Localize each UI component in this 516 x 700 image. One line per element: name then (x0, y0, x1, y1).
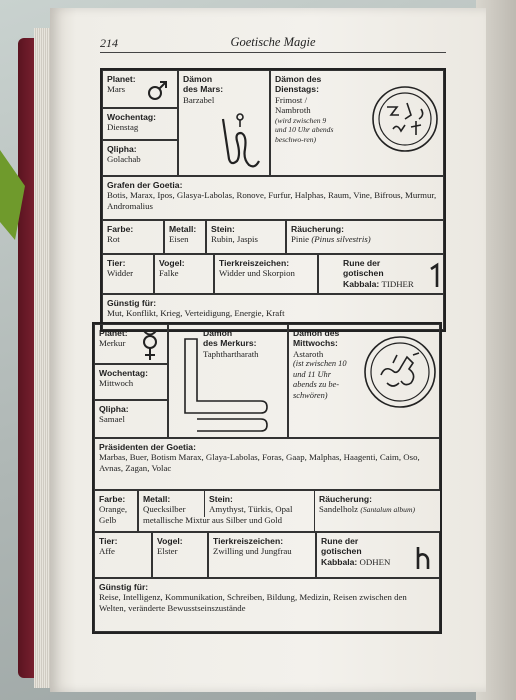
praesidenten-label: Präsidenten der Goetia: (99, 442, 196, 452)
frimost-seal-icon (371, 85, 439, 153)
planet-value: Merkur (99, 338, 126, 349)
page-number: 214 (100, 36, 118, 50)
tag-daemon-label-1: Dämon des (293, 328, 340, 338)
guenstig-label: Günstig für: (99, 582, 149, 592)
tag-daemon-value: Astaroth (293, 348, 324, 359)
taphthartharath-sigil-icon (175, 335, 287, 431)
stein-value: Rubin, Jaspis (211, 234, 258, 245)
merkur-tag-daemon-cell (288, 324, 440, 438)
mars-tier-cell (102, 254, 154, 294)
merkur-vogel-cell (152, 532, 208, 578)
daemon-label-1: Dämon (183, 74, 213, 84)
metall-value-2: metallische Mixtur aus Silber und Gold (143, 514, 283, 525)
stein-label: Stein: (211, 224, 235, 234)
tag-daemon-note: (ist zwischen 10 und 11 Uhr abends zu be-schwören) (293, 359, 347, 400)
wochentag-value: Mittwoch (99, 378, 134, 389)
vogel-label: Vogel: (159, 258, 185, 268)
qlipha-label: Qlipha: (99, 404, 129, 414)
wochentag-value: Dienstag (107, 122, 139, 133)
tag-daemon-value-2: Nambroth (275, 105, 311, 116)
rune-label-1: Rune der (321, 536, 359, 546)
tier-value: Affe (99, 546, 115, 557)
tag-daemon-label-2: Mittwochs: (293, 338, 338, 349)
guenstig-label: Günstig für: (107, 298, 157, 308)
merkur-farbe-cell (94, 490, 138, 532)
farbe-label: Farbe: (99, 494, 126, 504)
wochentag-label: Wochentag: (107, 112, 157, 122)
page-header (100, 34, 446, 53)
rune-label-2: gotischen (343, 268, 384, 279)
raeucherung-value: Pinie (291, 234, 310, 245)
qlipha-label: Qlipha: (107, 144, 137, 154)
qlipha-value: Samael (99, 414, 125, 425)
mars-tag-daemon-cell (270, 70, 444, 176)
praesidenten-value: Marbas, Buer, Botism Marax, Glaya-Labolas, Foras, Gaap, Malphas, Haagenti, Caim, Oso, Avnas, Zagan, Volac (99, 452, 420, 473)
metall-label: Metall: (143, 494, 171, 504)
odhen-rune-icon (415, 547, 431, 569)
merkur-tier-cell (94, 532, 152, 578)
mars-qlipha-cell (102, 140, 178, 176)
kabbala-label: Kabbala: (343, 278, 380, 289)
tierkreis-value: Widder und Skorpion (219, 268, 295, 279)
metall-label: Metall: (169, 224, 197, 234)
metall-value: Eisen (169, 234, 189, 245)
vogel-value: Falke (159, 268, 179, 279)
vogel-value: Elster (157, 546, 178, 557)
mars-vogel-cell (154, 254, 214, 294)
stein-value: Amythyst, Türkis, Opal (209, 504, 293, 515)
tier-value: Widder (107, 268, 134, 279)
merkur-qlipha-cell (94, 400, 168, 438)
mars-tierkreis-cell (214, 254, 318, 294)
planet-label: Planet: (99, 328, 128, 338)
tierkreis-value: Zwilling und Jungfrau (213, 546, 292, 557)
mercury-symbol-icon (141, 329, 159, 361)
grafen-label: Grafen der Goetia: (107, 180, 183, 190)
metall-value-1: Quecksilber (143, 504, 186, 515)
running-title: Goetische Magie (230, 35, 316, 49)
mars-rune-cell (318, 254, 444, 294)
planet-label: Planet: (107, 74, 136, 84)
mars-farbe-cell (102, 220, 164, 254)
planet-value: Mars (107, 84, 126, 95)
mars-table (100, 68, 446, 332)
guenstig-value: Reise, Intelligenz, Kommunikation, Schreiben, Bildung, Medizin, Reisen zwischen den Welten, veränderte Bewusstseinszustände (99, 592, 407, 613)
mars-metall-cell (164, 220, 206, 254)
farbe-value-2: Gelb (99, 514, 117, 525)
mars-raeucherung-cell (286, 220, 444, 254)
tag-daemon-label-2: Dienstags: (275, 84, 319, 95)
merkur-guenstig-cell (94, 578, 440, 632)
wochentag-label: Wochentag: (99, 368, 149, 378)
raeucherung-value: Sandelholz (319, 504, 359, 515)
daemon-value: Barzabel (183, 94, 215, 105)
tidher-rune-icon (429, 263, 441, 287)
mars-wochentag-cell (102, 108, 178, 140)
tag-daemon-value-1: Frimost / (275, 94, 308, 105)
kabbala-value: TIDHER (381, 278, 414, 289)
mars-daemon-cell (178, 70, 270, 176)
merkur-daemon-cell (168, 324, 288, 438)
mars-symbol-icon (147, 79, 169, 101)
daemon-value: Taphthartharath (203, 348, 259, 359)
tag-daemon-note: (wird zwischen 9 und 10 Uhr abends beschwo-ren) (275, 115, 334, 144)
merkur-tierkreis-cell (208, 532, 316, 578)
merkur-raeucherung-cell (314, 491, 439, 531)
merkur-wochentag-cell (94, 364, 168, 400)
raeucherung-label: Räucherung: (291, 224, 344, 234)
daemon-label-2: des Mars: (183, 84, 224, 95)
qlipha-value: Golachab (107, 154, 141, 165)
astaroth-seal-icon (363, 335, 437, 409)
vogel-label: Vogel: (157, 536, 183, 546)
merkur-table (92, 322, 442, 634)
merkur-stein-cell (204, 491, 314, 517)
raeucherung-note: (Santalum album) (360, 505, 415, 515)
kabbala-label: Kabbala: (321, 556, 358, 567)
kabbala-value: ODHEN (359, 556, 391, 567)
mars-grafen-cell (102, 176, 444, 220)
tier-label: Tier: (99, 536, 118, 546)
mars-planet-cell (102, 70, 178, 108)
farbe-value: Rot (107, 234, 120, 245)
grafen-value: Botis, Marax, Ipos, Glasya-Labolas, Ronove, Furfur, Halphas, Raum, Vine, Bifrous, Murmur, Andromalius (107, 190, 437, 211)
tier-label: Tier: (107, 258, 126, 268)
tierkreis-label: Tierkreiszeichen: (213, 536, 284, 546)
daemon-label-2: des Merkurs: (203, 338, 257, 349)
mars-stein-cell (206, 220, 286, 254)
rune-label-1: Rune der (343, 258, 381, 268)
guenstig-value: Mut, Konflikt, Krieg, Verteidigung, Energie, Kraft (107, 308, 285, 319)
merkur-praesidenten-cell (94, 438, 440, 490)
barzabel-sigil-icon (213, 111, 263, 171)
tag-daemon-label-1: Dämon des (275, 74, 322, 84)
merkur-planet-cell (94, 324, 168, 364)
raeucherung-label: Räucherung: (319, 494, 372, 504)
tierkreis-label: Tierkreiszeichen: (219, 258, 290, 268)
raeucherung-note: (Pinus silvestris) (311, 234, 371, 245)
rune-label-2: gotischen (321, 546, 362, 557)
farbe-value-1: Orange, (99, 504, 128, 515)
merkur-rune-cell (316, 532, 440, 578)
daemon-label-1: Dämon (203, 328, 233, 338)
farbe-label: Farbe: (107, 224, 134, 234)
stein-label: Stein: (209, 494, 233, 504)
